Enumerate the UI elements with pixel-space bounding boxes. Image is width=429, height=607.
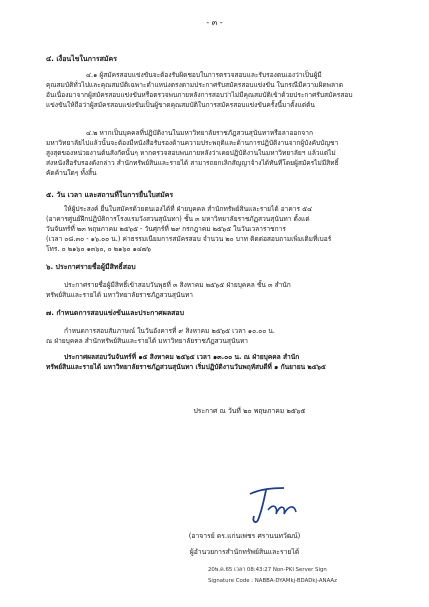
paragraph-line: อันเนื่องมาจากผู้สมัครสอบแข่งขันหรือตรวจพบภายหลังการสอบว่าไม่มีคุณสมบัติเข้าด้วยประกาศรับสมัครสอบ [46,91,353,99]
paragraph-line: ส่งหนังสือรับรองดังกล่าว สำนักทรัพย์สินและรายได้ สามารถยกเลิกสัญญาจ้างได้ทันทีโดยผู้สมัครไม่มีสิทธิ์ [46,159,339,167]
signer-name: (อาจารย์ ดร.แก่นเพชร ศรานนทวัฒน์) [188,532,301,540]
digital-signature-timestamp: 20พ.ค.65 เวลา 08:43:27 Non-PKI Server Sign [208,567,327,573]
signer-title: ผู้อำนวยการสำนักทรัพย์สินและรายได้ [189,548,300,556]
section-5-body [46,204,406,254]
section-7-result [46,352,406,372]
section-6-title: ๖. ประกาศรายชื่อผู้มีสิทธิ์สอบ [46,263,136,271]
digital-signature-code: Signature Code : NABBA-DYAMkj-BDADkj-ANAAz [208,578,337,584]
paragraph-line: คัดค้านใดๆ ทั้งสิ้น [46,169,97,177]
paragraph-line: ประกาศรายชื่อผู้มีสิทธิ์เข้าสอบวันพุธที่ ๓ สิงหาคม ๒๕๖๕ ฝ่ายบุคคล ชั้น ๓ สำนัก [64,281,291,289]
paragraph-line: ๔.๒ หากเป็นบุคคลที่ปฏิบัติงานในมหาวิทยาลัยราชภัฏสวนสุนันทาหรือลาออกจาก [86,129,313,137]
section-5-title: ๕. วัน เวลา และสถานที่ในการยื่นใบสมัคร [46,191,174,199]
page-number: - ๓ - [206,18,223,27]
paragraph-line: แข่งขันให้ถือว่าผู้สมัครสอบแข่งขันเป็นผู้ขาดคุณสมบัติในการสมัครสอบแข่งขันครั้งนี้มาตั้งแต่ต้น [46,101,315,109]
paragraph-line: กำหนดการสอบสัมภาษณ์ ในวันอังคารที่ ๙ สิงหาคม ๒๕๖๕ เวลา ๑๐.๐๐ น. [64,327,275,335]
section-4-2 [46,128,406,178]
paragraph-line: ประกาศผลสอบวันจันทร์ที่ ๑๕ สิงหาคม ๒๕๖๕ เวลา ๑๓.๐๐ น. ณ ฝ่ายบุคคล สำนัก [64,353,300,361]
section-4-title: ๔. เงื่อนไขในการสมัคร [46,55,117,63]
paragraph-line: ณ ฝ่ายบุคคล สำนักทรัพย์สินและรายได้ มหาวิทยาลัยราชภัฏสวนสุนันทา [46,337,249,345]
section-7-body [46,326,406,346]
paragraph-line: มหาวิทยาลัยไปแล้วนั้นจะต้องมีหนังสือรับรองด้านความประพฤติและด้านการปฏิบัติงานจากผู้บังคับบัญชา [46,139,339,147]
paragraph-line: โทร. ๐ ๒๑๖๐ ๑๓๖๐, ๐ ๒๑๖๐ ๑๔๗๖ [46,245,151,253]
announcement-date: ประกาศ ณ วันที่ ๒๐ พฤษภาคม ๒๕๖๕ [193,407,306,415]
section-7-title: ๗. กำหนดการสอบแข่งขันและประกาศผลสอบ [46,309,185,317]
signature-image [244,482,304,526]
section-4-1 [46,70,406,110]
section-6-body [46,280,406,300]
paragraph-line: (เวลา ๐๘.๓๐ - ๑๖.๐๐ น.) ค่าธรรมเนียมการสมัครสอบ จำนวน ๒๐ บาท ติดต่อสอบถามเพิ่มเติมที่เบอร์ [46,235,332,243]
paragraph-line: สูงสุดของหน่วยงานต้นสังกัดนั้นๆ หากตรวจสอบพบภายหลังว่าเคยปฏิบัติงานในมหาวิทยาลัยฯ แล้วแต่ไม่ [46,149,336,157]
paragraph-line: วันจันทร์ที่ ๒๓ พฤษภาคม ๒๕๖๕ - วันศุกร์ที่ ๒๙ กรกฎาคม ๒๕๖๕ ในวันเวลาราชการ [46,225,286,233]
paragraph-line: ให้ผู้ประสงค์ ยื่นใบสมัครด้วยตนเองได้ที่ ฝ่ายบุคคล สำนักทรัพย์สินและรายได้ อาคาร ๕๔ [64,205,313,213]
paragraph-line: คุณสมบัติทั่วไปและคุณสมบัติเฉพาะตำแหน่งตรงตามประกาศรับสมัครสอบแข่งขัน ในกรณีมีความผิดพลาด [46,81,343,89]
paragraph-line: ทรัพย์สินและรายได้ มหาวิทยาลัยราชภัฏสวนสุนันทา [46,291,193,299]
paragraph-line: (อาคารศูนย์ฝึกปฏิบัติการโรงแรมวังสวนสุนันทา) ชั้น ๓ มหาวิทยาลัยราชภัฏสวนสุนันทา ตั้งแต่ [46,215,310,223]
paragraph-line: ๔.๑ ผู้สมัครสอบแข่งขันจะต้องรับผิดชอบในการตรวจสอบและรับรองตนเองว่าเป็นผู้มี [86,71,322,79]
paragraph-line: ทรัพย์สินและรายได้ มหาวิทยาลัยราชภัฏสวนสุนันทา เริ่มปฏิบัติงานวันพฤหัสบดีที่ ๑ กันยายน ๒๕๖๕ [46,363,326,371]
